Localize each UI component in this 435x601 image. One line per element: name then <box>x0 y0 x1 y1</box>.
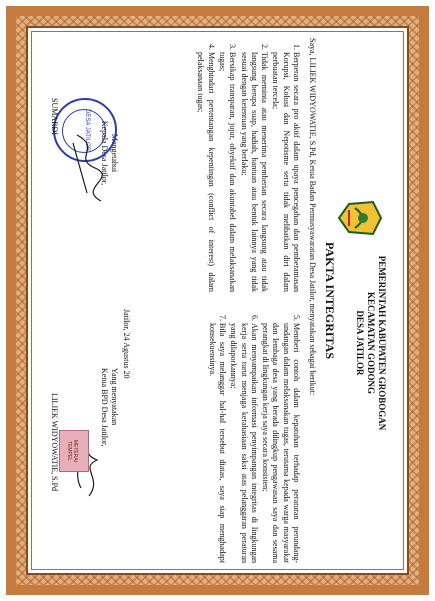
statement-item: 6. Akan menyampaikan informasi penyimpangan integritas di lingkungan kerja serta turut menjaga kerahasiaan saksi atas pelanggaran peraturan yang dilaporkannya; <box>228 323 259 563</box>
statement-list-left <box>194 38 301 292</box>
letterhead-text <box>354 243 387 443</box>
government-name: PEMERINTAH KABUPATEN GROBOGAN <box>377 255 387 431</box>
document-title: PAKTA INTEGRITAS <box>323 241 337 360</box>
stamp-text: DESA JATILOR <box>84 109 90 151</box>
declarant-label: Yang menyatakan <box>110 368 119 426</box>
village-head-signature-icon <box>67 133 107 203</box>
statement-item: 4. Menghindari pertentangan kepentingan (conflict of interest) dalam pelaksanaan tugas; <box>195 52 216 292</box>
district-name: KECAMATAN GODONG <box>366 292 376 394</box>
revenue-stamp-text: METERAI TEMPEL <box>66 439 78 463</box>
statement-item: 7. Bila saya melanggar hal-hal tersebut diatas, saya siap menghadapi konsekuensinya. <box>206 323 227 563</box>
regency-logo-icon <box>337 198 383 238</box>
statement-list-right <box>205 309 301 563</box>
revenue-stamp <box>59 430 89 472</box>
statement-item: 5. Memberi contoh dalam kepatuhan terhadap peraturan perundang-undangan dalam melaksanakan tugas, terutama kepada warga masyarakat dan lembaga desa yang berada dilingkup pengawasan saya dan sesama perangkat di lingkungan kerja saya secara konsisten; <box>260 323 301 563</box>
statement-item: 2. Tidak meminta atau menerima pemberian secara langsung atau tidak langsung berupa suap, hadiah, bantuan atau bentuk lainnya yang tidak sesuai dengan ketentuan yang berlaku; <box>238 52 269 292</box>
acknowledged-label: Mengetahui <box>110 133 119 173</box>
bpd-chair-title: Ketua BPD Desa Jatilor, <box>100 368 109 447</box>
bpd-chair-name: LILIEK WIDYOWATIE, S.Pd <box>50 393 59 492</box>
village-head-name: SUMARDI <box>50 98 59 135</box>
document-content <box>46 38 389 563</box>
village-name: DESA JATILOR <box>355 310 365 376</box>
statement-item: 1. Berperan secara pro aktif dalam upaya pencegahan dan pemberantasan Korupsi, Kolusi dan Nepotisme serta tidak melibatkan diri dalam perbuatan tercela; <box>270 52 301 292</box>
place-date: Jatilor, 24 Agustus 20 <box>122 309 131 379</box>
statement-item: 3. Bersikap transparan, jujur, obyektif dan akuntabel dalam melaksanakan tugas; <box>217 52 238 292</box>
intro-statement: Saya, LILIEK WIDYOWATIE, S.Pd, Ketua Badan Permusyawaratan Desa Jatilor, menyatakan sebagai berikut: <box>308 38 317 396</box>
village-head-title: Kepala Desa Jatilor, <box>100 120 109 186</box>
